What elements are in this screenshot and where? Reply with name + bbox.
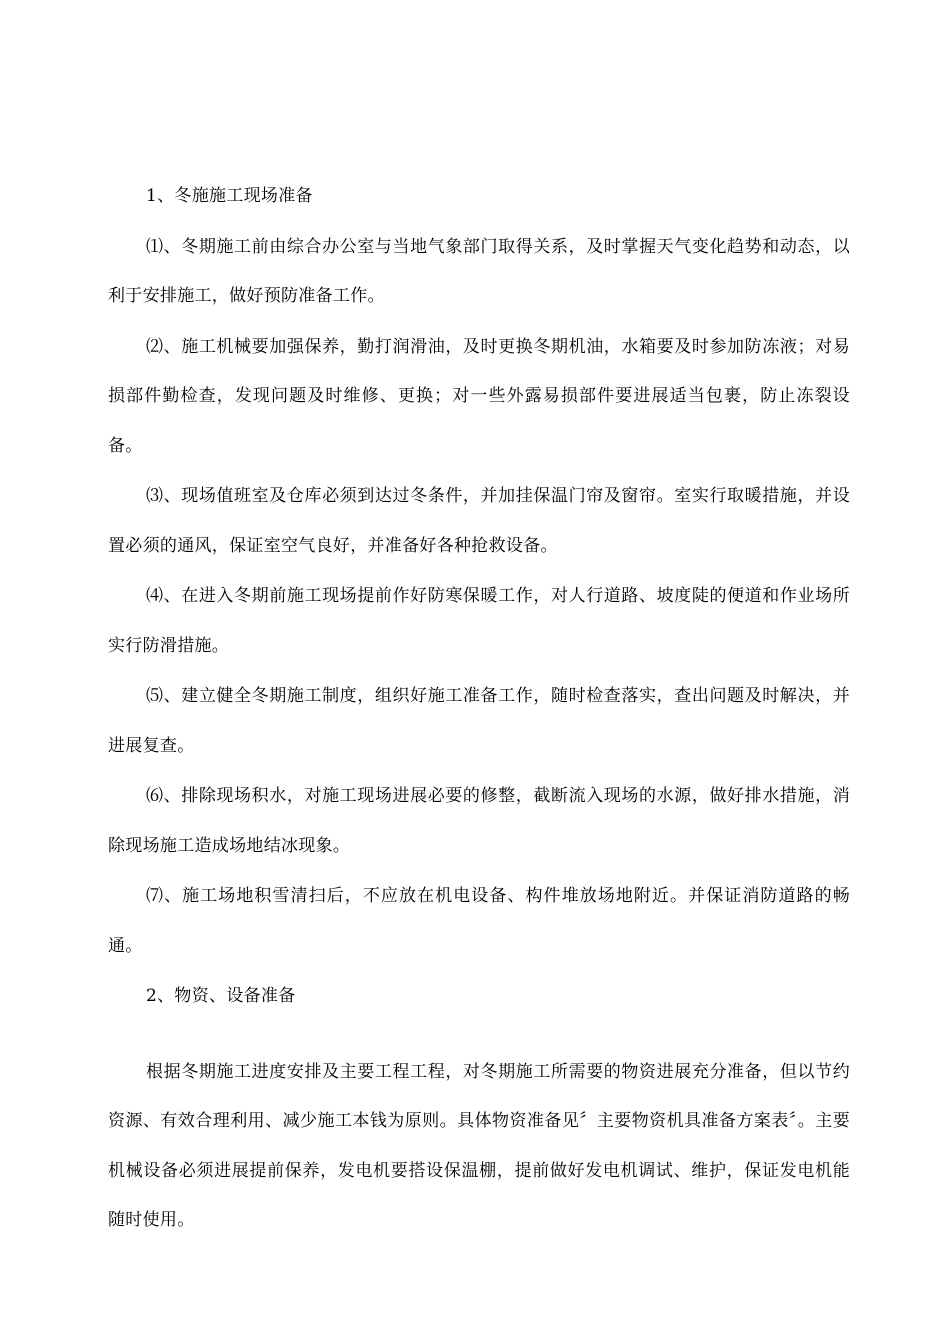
section-1-item-1: ⑴、冬期施工前由综合办公室与当地气象部门取得关系，及时掌握天气变化趋势和动态，以利于安排施工，做好预防准备工作。 [108, 236, 850, 306]
section-1-item-5: ⑸、建立健全冬期施工制度，组织好施工准备工作，随时检查落实，查出问题及时解决，并进展复查。 [108, 686, 850, 756]
section-1-item-6: ⑹、排除现场积水，对施工现场进展必要的修整，截断流入现场的水源，做好排水措施，消除现场施工造成场地结冰现象。 [108, 786, 850, 856]
section-1-item-2: ⑵、施工机械要加强保养，勤打润滑油，及时更换冬期机油，水箱要及时参加防冻液；对易损部件勤检查，发现问题及时维修、更换；对一些外露易损部件要进展适当包裹，防止冻裂设备。 [108, 336, 850, 456]
section-1-item-4: ⑷、在进入冬期前施工现场提前作好防寒保暖工作，对人行道路、坡度陡的便道和作业场所实行防滑措施。 [108, 586, 850, 656]
section-1-item-7: ⑺、施工场地积雪清扫后，不应放在机电设备、构件堆放场地附近。并保证消防道路的畅通。 [108, 886, 850, 956]
section-1-item-3: ⑶、现场值班室及仓库必须到达过冬条件，并加挂保温门帘及窗帘。室实行取暖措施，并设置必须的通风，保证室空气良好，并准备好各种抢救设备。 [108, 486, 850, 556]
section-2-body: 根据冬期施工进度安排及主要工程工程，对冬期施工所需要的物资进展充分准备，但以节约资源、有效合理利用、减少施工本钱为原则。具体物资准备见〞主要物资机具准备方案表〞。主要机械设备必须进展提前保养，发电机要搭设保温棚，提前做好发电机调试、维护，保证发电机能随时使用。 [108, 1061, 850, 1230]
section-1-heading: 1、冬施施工现场准备 [146, 186, 313, 206]
section-2-heading: 2、物资、设备准备 [146, 986, 296, 1006]
document-page [108, 172, 850, 1246]
